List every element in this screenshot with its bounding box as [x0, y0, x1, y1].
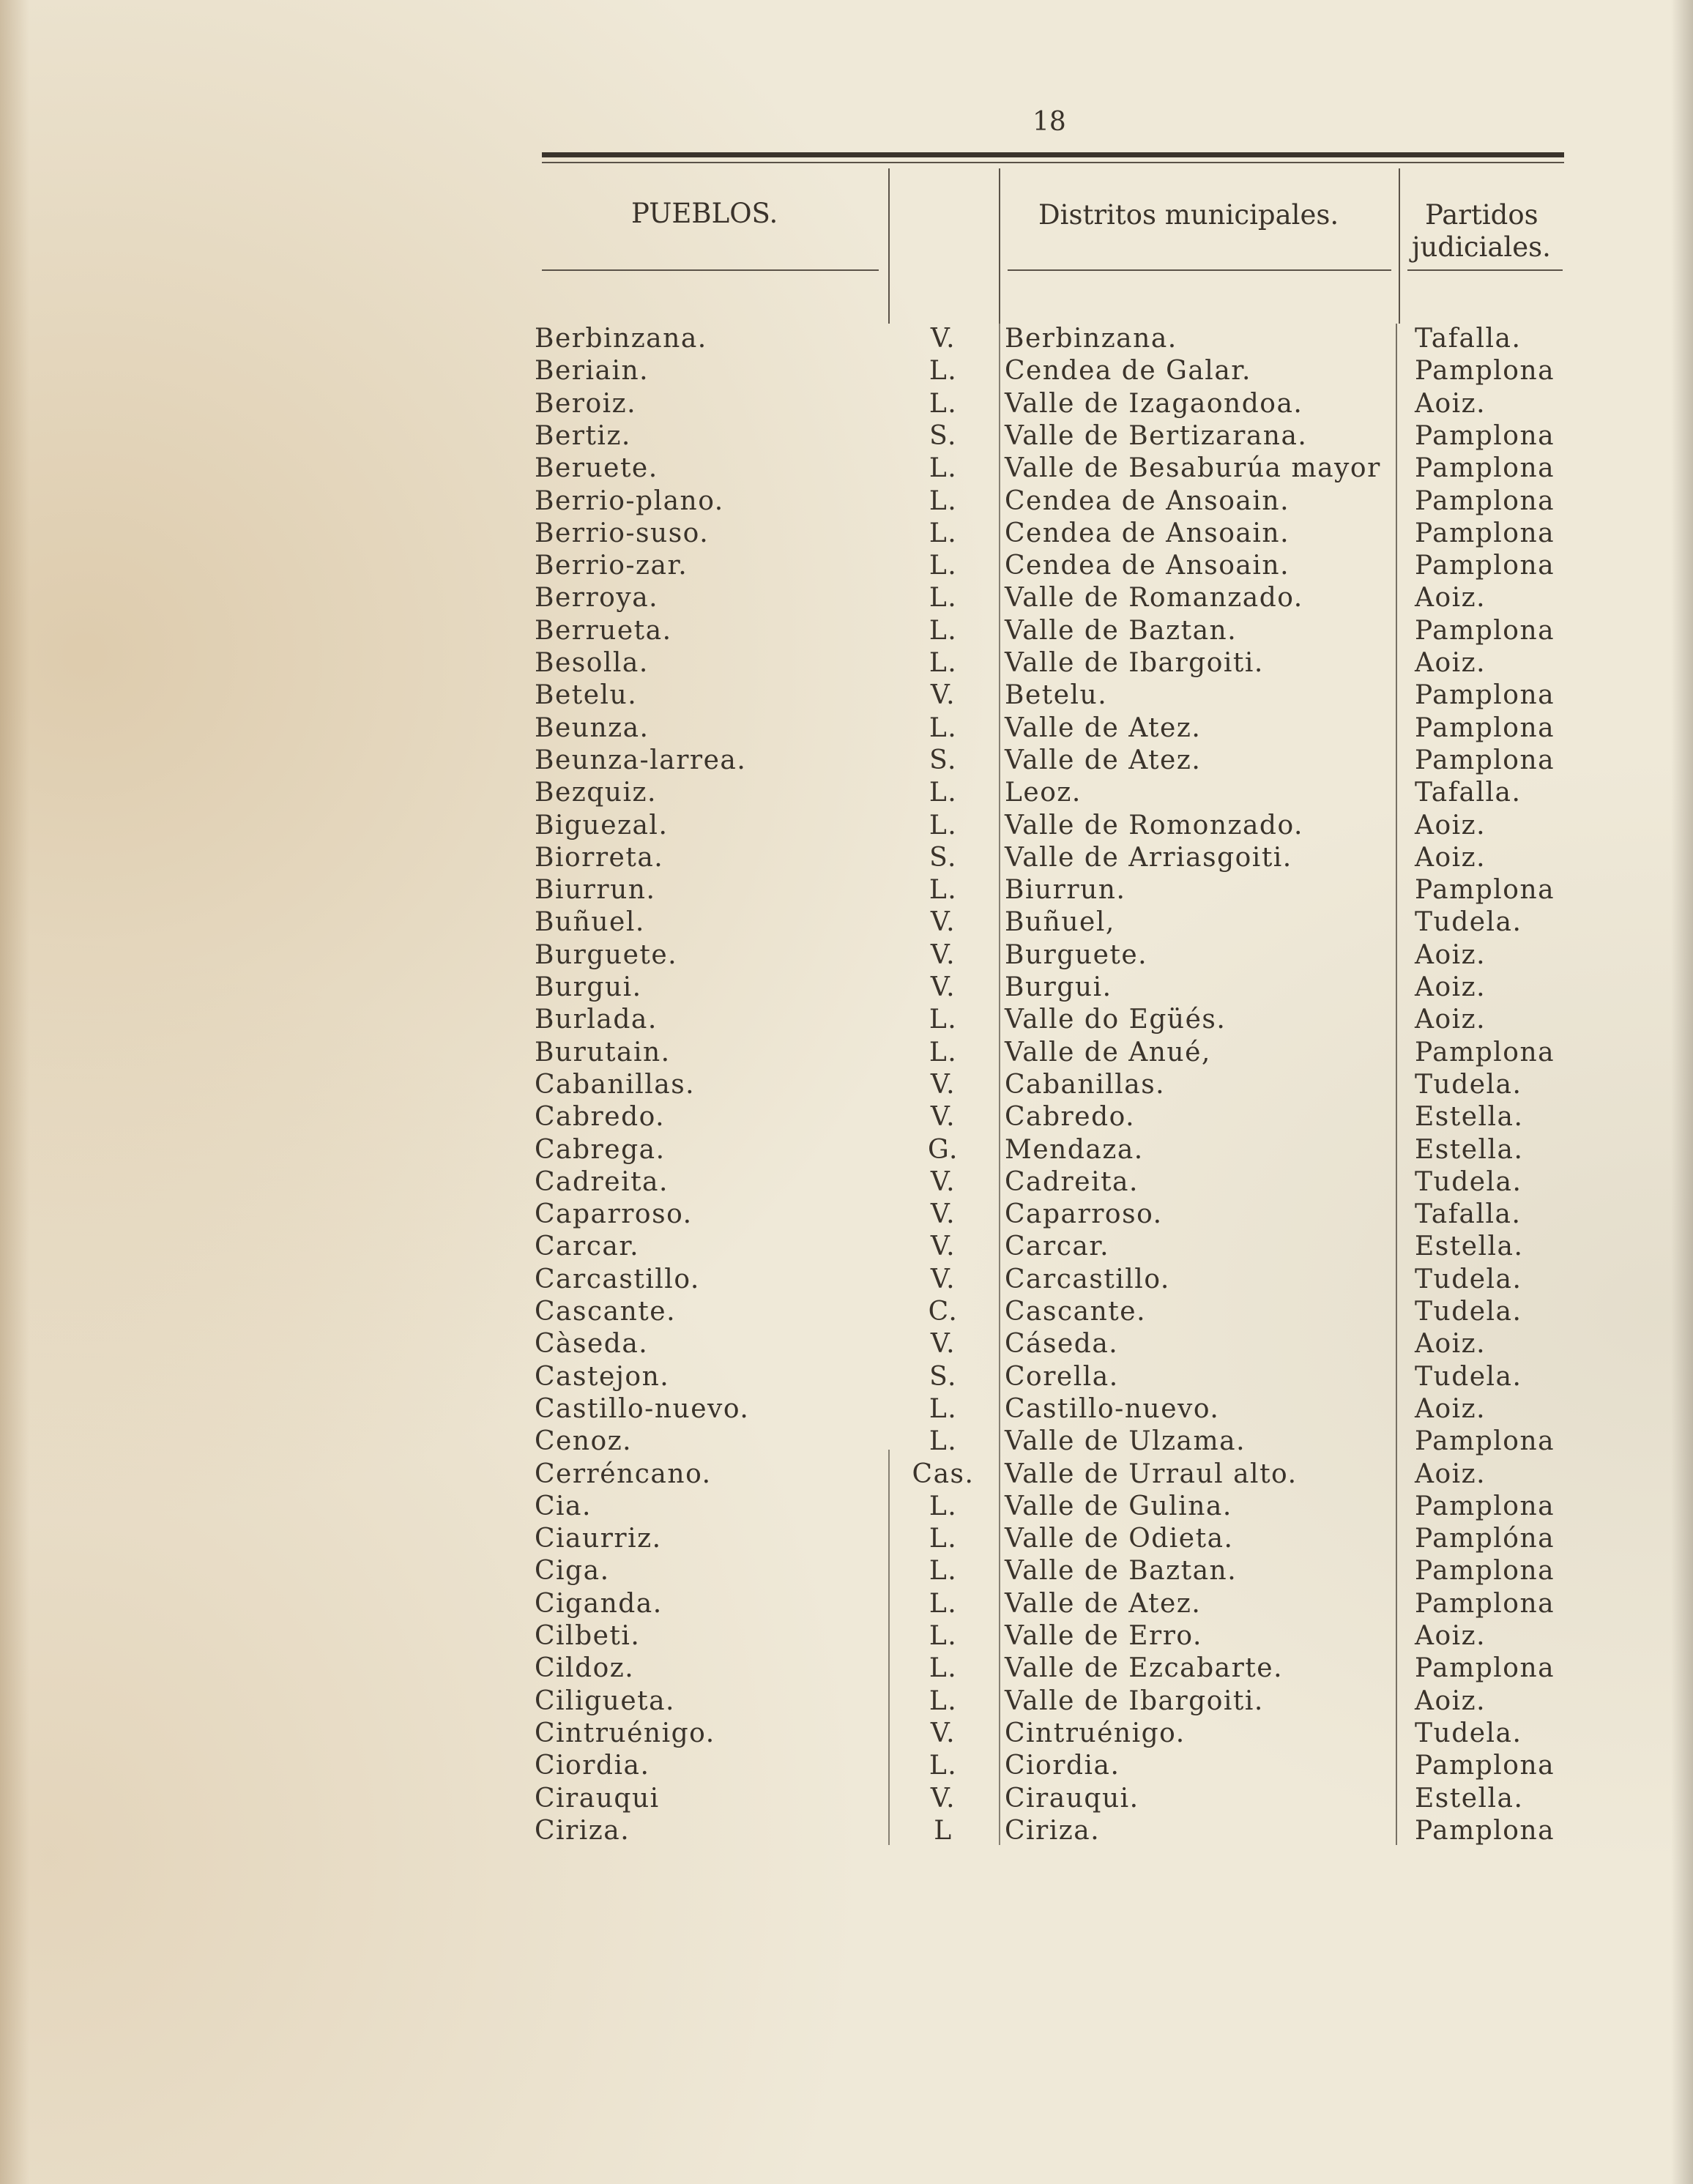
pueblo-cell: Ciaurriz.: [535, 1524, 662, 1554]
table-row: [0, 1750, 1693, 1782]
column-divider-1: [888, 168, 890, 324]
clase-cell: L.: [929, 1653, 958, 1684]
pueblo-cell: Beroiz.: [535, 388, 637, 419]
pueblo-cell: Berrio-suso.: [535, 518, 710, 548]
clase-cell: V.: [930, 939, 956, 970]
distrito-cell: Valle de Romonzado.: [1005, 810, 1303, 841]
table-row: [0, 1523, 1693, 1555]
distrito-cell: Cendea de Ansoain.: [1005, 551, 1290, 581]
pueblo-cell: Cabredo.: [535, 1102, 666, 1133]
pueblo-cell: Berbinzana.: [535, 324, 707, 354]
distrito-cell: Cintruénigo.: [1005, 1718, 1186, 1748]
distrito-cell: Valle de Atez.: [1005, 745, 1202, 775]
clase-cell: L.: [929, 583, 958, 614]
table-row: [0, 1166, 1693, 1199]
clase-cell: S.: [929, 1361, 957, 1392]
table-row: [0, 939, 1693, 972]
clase-cell: V.: [930, 1199, 956, 1230]
pueblo-cell: Cintruénigo.: [535, 1718, 715, 1748]
distrito-cell: Caparroso.: [1005, 1199, 1163, 1230]
partido-cell: Aoiz.: [1415, 939, 1487, 970]
clase-cell: L.: [929, 518, 958, 548]
pueblo-cell: Cabrega.: [535, 1134, 666, 1165]
clase-cell: Cas.: [912, 1458, 975, 1489]
clase-cell: L.: [929, 875, 958, 906]
pueblo-cell: Beunza.: [535, 712, 650, 743]
distrito-cell: Valle de Izagaondoa.: [1005, 388, 1303, 419]
pueblo-cell: Ciga.: [535, 1556, 610, 1587]
clase-cell: L.: [929, 1621, 958, 1651]
table-row: [0, 777, 1693, 809]
distrito-cell: Valle de Ibargoiti.: [1005, 1685, 1264, 1716]
pueblo-cell: Berrueta.: [535, 615, 672, 646]
pueblo-cell: Cilbeti.: [535, 1621, 641, 1651]
distrito-cell: Valle de Gulina.: [1005, 1491, 1232, 1521]
partido-cell: Tafalla.: [1415, 1199, 1522, 1230]
partido-cell: Aoiz.: [1415, 1458, 1487, 1489]
partido-cell: Tafalla.: [1415, 778, 1522, 808]
clase-cell: V.: [930, 1166, 956, 1197]
header-underline-distritos: [1008, 269, 1391, 271]
partido-cell: Estella.: [1415, 1134, 1524, 1165]
distrito-cell: Buñuel,: [1005, 907, 1115, 938]
distrito-cell: Valle de Urraul alto.: [1005, 1458, 1298, 1489]
table-row: [0, 1231, 1693, 1263]
clase-cell: L.: [929, 615, 958, 646]
distrito-cell: Ciriza.: [1005, 1815, 1101, 1846]
column-divider-3: [1399, 168, 1400, 324]
clase-cell: V.: [930, 1231, 956, 1262]
clase-cell: V.: [930, 1329, 956, 1360]
clase-cell: G.: [928, 1134, 959, 1165]
pueblo-cell: Castejon.: [535, 1361, 670, 1392]
distrito-cell: Burguete.: [1005, 939, 1148, 970]
clase-cell: L.: [929, 356, 958, 387]
partido-cell: Pamplona: [1415, 1653, 1555, 1684]
clase-cell: L: [934, 1815, 953, 1846]
clase-cell: V.: [930, 680, 956, 711]
pueblo-cell: Berroya.: [535, 583, 659, 614]
clase-cell: L.: [929, 712, 958, 743]
clase-cell: L.: [929, 388, 958, 419]
table-row: [0, 906, 1693, 939]
pueblo-cell: Burgui.: [535, 972, 642, 1002]
partido-cell: Tafalla.: [1415, 324, 1522, 354]
pueblo-cell: Bezquiz.: [535, 778, 657, 808]
partido-cell: Pamplona: [1415, 680, 1555, 711]
distrito-cell: Carcastillo.: [1005, 1264, 1170, 1294]
table-row: [0, 1783, 1693, 1815]
distrito-cell: Cendea de Ansoain.: [1005, 485, 1290, 516]
table-row: [0, 452, 1693, 485]
table-row: [0, 1458, 1693, 1491]
table-row: [0, 972, 1693, 1004]
table-row: [0, 1425, 1693, 1458]
pueblo-cell: Bertiz.: [535, 420, 631, 451]
clase-cell: S.: [929, 842, 957, 873]
clase-cell: L.: [929, 1685, 958, 1716]
clase-cell: S.: [929, 420, 957, 451]
page-number: 18: [1032, 107, 1066, 137]
partido-cell: Estella.: [1415, 1231, 1524, 1262]
partido-cell: Aoiz.: [1415, 648, 1487, 678]
table-row: [0, 485, 1693, 518]
pueblo-cell: Cabanillas.: [535, 1069, 696, 1100]
pueblo-cell: Castillo-nuevo.: [535, 1393, 750, 1424]
distrito-cell: Castillo-nuevo.: [1005, 1393, 1220, 1424]
distrito-cell: Ciordia.: [1005, 1751, 1120, 1781]
partido-cell: Tudela.: [1415, 1297, 1522, 1327]
pueblo-cell: Buñuel.: [535, 907, 645, 938]
table-row: [0, 1004, 1693, 1036]
clase-cell: V.: [930, 324, 956, 354]
pueblo-cell: Biorreta.: [535, 842, 664, 873]
clase-cell: L.: [929, 778, 958, 808]
distrito-cell: Valle de Erro.: [1005, 1621, 1202, 1651]
clase-cell: L.: [929, 648, 958, 678]
table-row: [0, 615, 1693, 647]
distrito-cell: Valle de Baztan.: [1005, 615, 1238, 646]
table-row: [0, 582, 1693, 614]
partido-cell: Aoiz.: [1415, 388, 1487, 419]
partido-cell: Pamplona: [1415, 1588, 1555, 1619]
partido-cell: Pamplóna: [1415, 1524, 1555, 1554]
distrito-cell: Valle de Baztan.: [1005, 1556, 1238, 1587]
clase-cell: V.: [930, 1069, 956, 1100]
clase-cell: V.: [930, 972, 956, 1002]
pueblo-cell: Carcar.: [535, 1231, 640, 1262]
partido-cell: Aoiz.: [1415, 810, 1487, 841]
pueblo-cell: Burlada.: [535, 1005, 658, 1035]
partido-cell: Pamplona: [1415, 356, 1555, 387]
partido-cell: Pamplona: [1415, 1751, 1555, 1781]
header-underline-pueblos: [542, 269, 879, 271]
pueblo-cell: Cerréncano.: [535, 1458, 712, 1489]
pueblo-cell: Ciligueta.: [535, 1685, 675, 1716]
header-partidos-line1: Partidos: [1425, 199, 1538, 231]
partido-cell: Pamplona: [1415, 551, 1555, 581]
partido-cell: Tudela.: [1415, 907, 1522, 938]
distrito-cell: Valle de Ezcabarte.: [1005, 1653, 1284, 1684]
partido-cell: Pamplona: [1415, 420, 1555, 451]
header-rule-thin: [542, 162, 1564, 163]
distrito-cell: Valle de Arriasgoiti.: [1005, 842, 1292, 873]
pueblo-cell: Cenoz.: [535, 1426, 633, 1457]
table-row: [0, 842, 1693, 874]
distrito-cell: Leoz.: [1005, 778, 1082, 808]
clase-cell: L.: [929, 1491, 958, 1521]
clase-cell: L.: [929, 453, 958, 484]
clase-cell: L.: [929, 1393, 958, 1424]
distrito-cell: Valle de Atez.: [1005, 1588, 1202, 1619]
table-row: [0, 1620, 1693, 1652]
pueblo-cell: Cirauqui: [535, 1783, 660, 1814]
table-row: [0, 745, 1693, 777]
pueblo-cell: Ciordia.: [535, 1751, 650, 1781]
partido-cell: Pamplona: [1415, 1426, 1555, 1457]
distrito-cell: Valle de Ibargoiti.: [1005, 648, 1264, 678]
partido-cell: Pamplona: [1415, 1556, 1555, 1587]
distrito-cell: Cáseda.: [1005, 1329, 1119, 1360]
table-row: [0, 1361, 1693, 1393]
table-row: [0, 1101, 1693, 1133]
table-row: [0, 1199, 1693, 1231]
partido-cell: Pamplona: [1415, 1815, 1555, 1846]
distrito-cell: Cadreita.: [1005, 1166, 1139, 1197]
pueblo-cell: Ciganda.: [535, 1588, 663, 1619]
clase-cell: L.: [929, 485, 958, 516]
table-row: [0, 1718, 1693, 1750]
partido-cell: Pamplona: [1415, 875, 1555, 906]
table-row: [0, 355, 1693, 387]
pueblo-cell: Càseda.: [535, 1329, 649, 1360]
pueblo-cell: Burutain.: [535, 1037, 671, 1067]
table-row: [0, 647, 1693, 679]
distrito-cell: Corella.: [1005, 1361, 1119, 1392]
pueblo-cell: Biguezal.: [535, 810, 669, 841]
table-row: [0, 1685, 1693, 1718]
column-divider-2: [999, 168, 1000, 324]
table-row: [0, 388, 1693, 420]
table-row: [0, 1555, 1693, 1587]
partido-cell: Tudela.: [1415, 1069, 1522, 1100]
pueblo-cell: Carcastillo.: [535, 1264, 700, 1294]
clase-cell: L.: [929, 810, 958, 841]
pueblo-cell: Caparroso.: [535, 1199, 693, 1230]
clase-cell: L.: [929, 1037, 958, 1067]
partido-cell: Pamplona: [1415, 745, 1555, 775]
distrito-cell: Cendea de Ansoain.: [1005, 518, 1290, 548]
pueblo-cell: Ciriza.: [535, 1815, 630, 1846]
table-row: [0, 1264, 1693, 1296]
clase-cell: V.: [930, 1783, 956, 1814]
clase-cell: L.: [929, 1426, 958, 1457]
clase-cell: L.: [929, 1588, 958, 1619]
distrito-cell: Mendaza.: [1005, 1134, 1144, 1165]
partido-cell: Pamplona: [1415, 1491, 1555, 1521]
partido-cell: Estella.: [1415, 1102, 1524, 1133]
clase-cell: V.: [930, 1102, 956, 1133]
pueblo-cell: Beruete.: [535, 453, 658, 484]
clase-cell: V.: [930, 1264, 956, 1294]
partido-cell: Pamplona: [1415, 518, 1555, 548]
pueblo-cell: Berrio-plano.: [535, 485, 724, 516]
partido-cell: Pamplona: [1415, 485, 1555, 516]
partido-cell: Estella.: [1415, 1783, 1524, 1814]
partido-cell: Tudela.: [1415, 1718, 1522, 1748]
pueblo-cell: Cildoz.: [535, 1653, 635, 1684]
clase-cell: V.: [930, 1718, 956, 1748]
clase-cell: L.: [929, 1751, 958, 1781]
table-row: [0, 1652, 1693, 1685]
pueblo-cell: Betelu.: [535, 680, 638, 711]
table-row: [0, 1037, 1693, 1069]
distrito-cell: Valle de Atez.: [1005, 712, 1202, 743]
pueblo-cell: Beriain.: [535, 356, 650, 387]
header-rule-thick: [542, 152, 1564, 157]
clase-cell: L.: [929, 1556, 958, 1587]
distrito-cell: Valle de Ulzama.: [1005, 1426, 1246, 1457]
header-distritos: Distritos municipales.: [1038, 199, 1339, 231]
partido-cell: Aoiz.: [1415, 842, 1487, 873]
partido-cell: Pamplona: [1415, 712, 1555, 743]
table-row: [0, 874, 1693, 906]
table-row: [0, 1328, 1693, 1360]
distrito-cell: Cabredo.: [1005, 1102, 1136, 1133]
distrito-cell: Carcar.: [1005, 1231, 1110, 1262]
clase-cell: L.: [929, 1005, 958, 1035]
header-underline-partidos: [1407, 269, 1563, 271]
table-row: [0, 712, 1693, 745]
distrito-cell: Cirauqui.: [1005, 1783, 1139, 1814]
partido-cell: Aoiz.: [1415, 1621, 1487, 1651]
partido-cell: Aoiz.: [1415, 972, 1487, 1002]
table-row: [0, 323, 1693, 355]
clase-cell: L.: [929, 1524, 958, 1554]
distrito-cell: Cabanillas.: [1005, 1069, 1166, 1100]
distrito-cell: Valle de Romanzado.: [1005, 583, 1303, 614]
distrito-cell: Biurrun.: [1005, 875, 1126, 906]
partido-cell: Aoiz.: [1415, 583, 1487, 614]
header-partidos-line2: judiciales.: [1412, 231, 1551, 263]
distrito-cell: Valle de Anué,: [1005, 1037, 1211, 1067]
partido-cell: Aoiz.: [1415, 1005, 1487, 1035]
distrito-cell: Cascante.: [1005, 1297, 1147, 1327]
pueblo-cell: Cadreita.: [535, 1166, 669, 1197]
table-row: [0, 1134, 1693, 1166]
table-row: [0, 420, 1693, 452]
table-row: [0, 810, 1693, 842]
clase-cell: V.: [930, 907, 956, 938]
distrito-cell: Betelu.: [1005, 680, 1108, 711]
partido-cell: Tudela.: [1415, 1166, 1522, 1197]
table-row: [0, 550, 1693, 582]
pueblo-cell: Beunza-larrea.: [535, 745, 747, 775]
distrito-cell: Berbinzana.: [1005, 324, 1177, 354]
table-row: [0, 518, 1693, 550]
table-row: [0, 1069, 1693, 1101]
table-row: [0, 1491, 1693, 1523]
partido-cell: Pamplona: [1415, 615, 1555, 646]
distrito-cell: Valle do Egüés.: [1005, 1005, 1227, 1035]
header-pueblos: PUEBLOS.: [631, 198, 778, 229]
clase-cell: S.: [929, 745, 957, 775]
clase-cell: C.: [928, 1297, 959, 1327]
table-row: [0, 679, 1693, 712]
distrito-cell: Cendea de Galar.: [1005, 356, 1251, 387]
pueblo-cell: Biurrun.: [535, 875, 656, 906]
table-row: [0, 1815, 1693, 1847]
distrito-cell: Valle de Bertizarana.: [1005, 420, 1308, 451]
pueblo-cell: Burguete.: [535, 939, 678, 970]
partido-cell: Pamplona: [1415, 453, 1555, 484]
clase-cell: L.: [929, 551, 958, 581]
pueblo-cell: Cia.: [535, 1491, 592, 1521]
pueblo-cell: Cascante.: [535, 1297, 677, 1327]
pueblo-cell: Besolla.: [535, 648, 649, 678]
table-row: [0, 1296, 1693, 1328]
distrito-cell: Valle de Odieta.: [1005, 1524, 1234, 1554]
partido-cell: Pamplona: [1415, 1037, 1555, 1067]
partido-cell: Aoiz.: [1415, 1685, 1487, 1716]
partido-cell: Tudela.: [1415, 1361, 1522, 1392]
partido-cell: Tudela.: [1415, 1264, 1522, 1294]
table-row: [0, 1393, 1693, 1425]
partido-cell: Aoiz.: [1415, 1393, 1487, 1424]
table-row: [0, 1588, 1693, 1620]
partido-cell: Aoiz.: [1415, 1329, 1487, 1360]
pueblo-cell: Berrio-zar.: [535, 551, 688, 581]
distrito-cell: Burgui.: [1005, 972, 1112, 1002]
distrito-cell: Valle de Besaburúa mayor: [1005, 453, 1381, 484]
